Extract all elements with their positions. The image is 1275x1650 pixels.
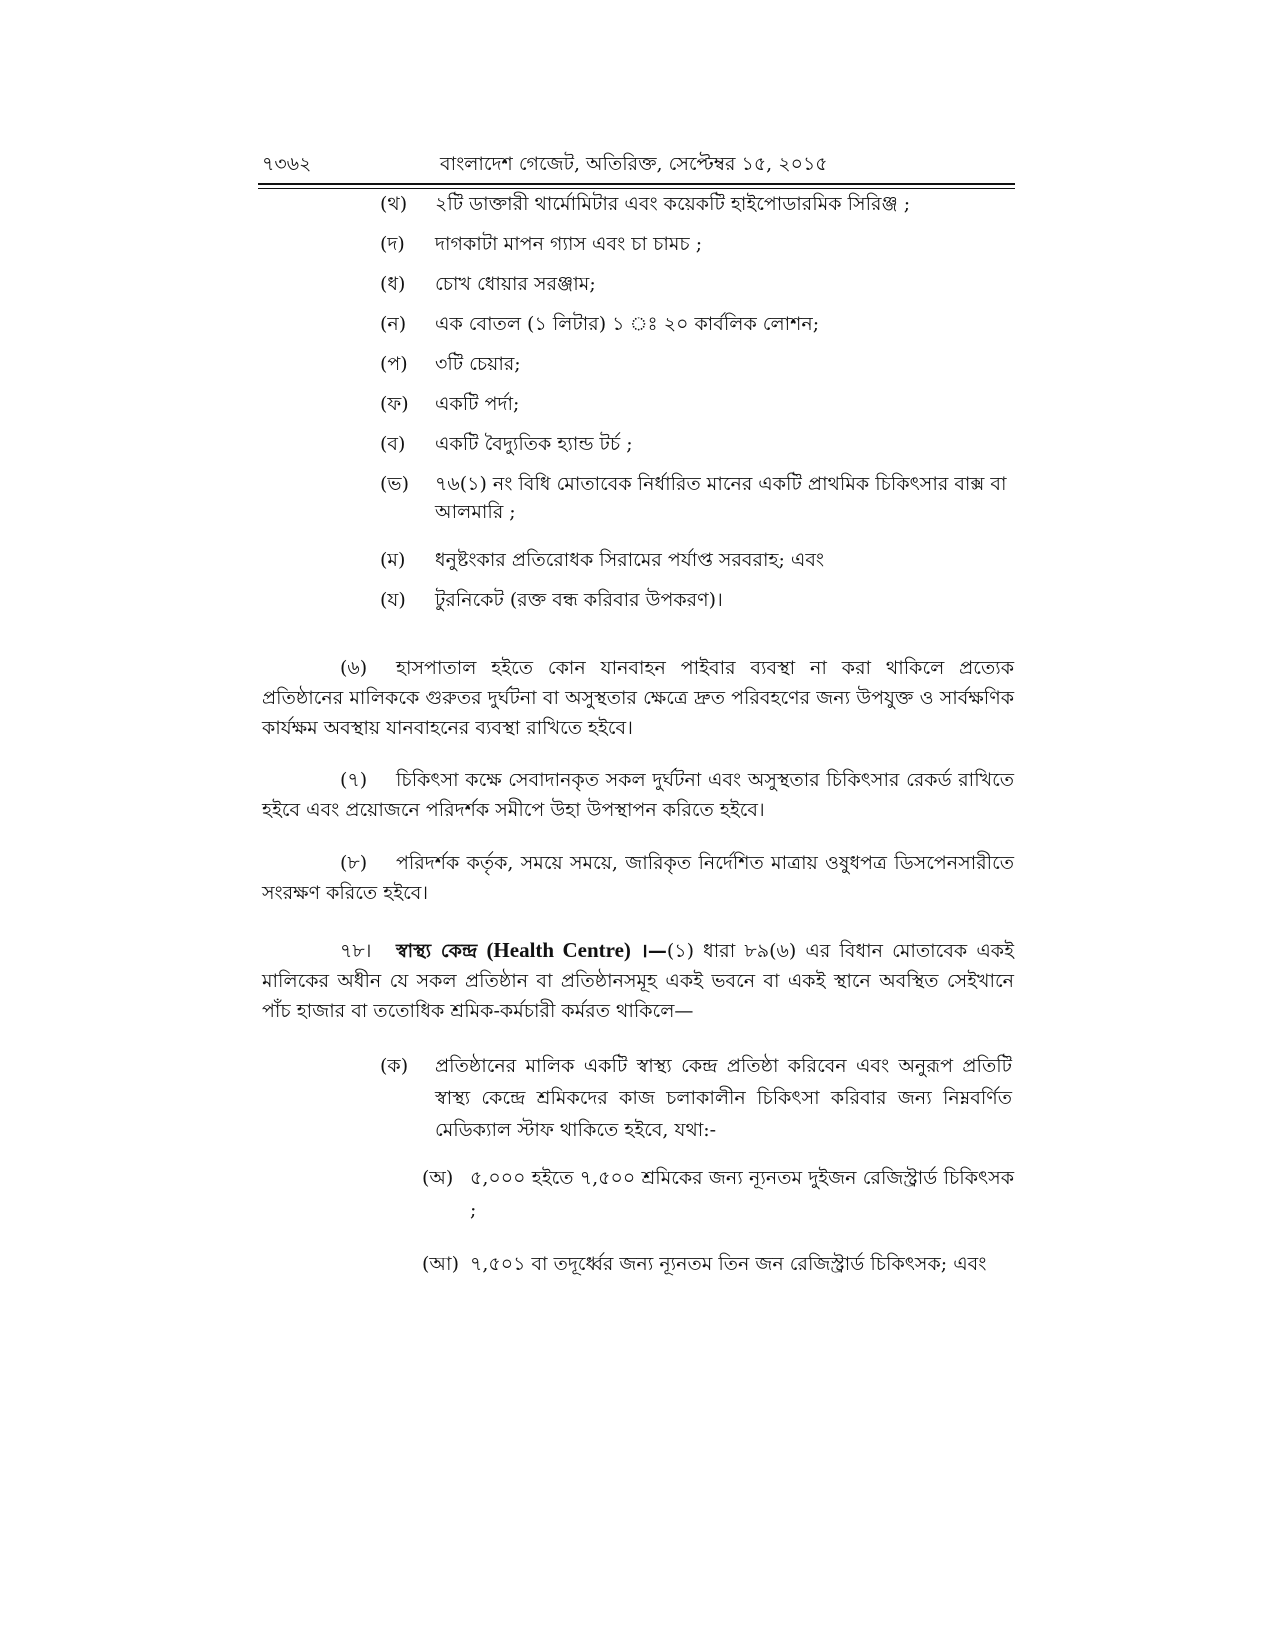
gazette-header-title: বাংলাদেশ গেজেট, অতিরিক্ত, সেপ্টেম্বর ১৫, ২০১৫ xyxy=(440,153,828,175)
clause-text: প্রতিষ্ঠানের মালিক একটি স্বাস্থ্য কেন্দ্র প্রতিষ্ঠা করিবেন এবং অনুরূপ প্রতিটি স্বাস্থ্য কেন্দ্রে শ্রমিকদের কাজ চলাকালীন চিকিৎসা করিবার জন্য নিম্নবর্ণিত মেডিক্যাল স্টাফ থাকিতে হইবে, যথা:- xyxy=(435,1055,1012,1141)
page-number: ৭৩৬২ xyxy=(262,153,312,175)
list-item-label: (দ) xyxy=(380,233,405,255)
list-item-label: (প) xyxy=(380,353,408,375)
section-title-bn: স্বাস্থ্য কেন্দ্র xyxy=(396,940,478,962)
list-item-text: ধনুষ্টংকার প্রতিরোধক সিরামের পর্যাপ্ত সরবরাহ; এবং xyxy=(435,549,825,571)
paragraph-number: (৮) xyxy=(340,852,368,874)
subclause-text: ৭,৫০১ বা তদূর্ধ্বের জন্য ন্যূনতম তিন জন রেজিস্ট্রার্ড চিকিৎসক; এবং xyxy=(470,1253,987,1275)
list-item-label: (ধ) xyxy=(380,273,406,295)
list-item-label: (ন) xyxy=(380,313,407,335)
paragraph-7 xyxy=(262,765,1014,825)
paragraph-text: চিকিৎসা কক্ষে সেবাদানকৃত সকল দুর্ঘটনা এবং অসুস্থতার চিকিৎসার রেকর্ড রাখিতে হইবে এবং প্রয়োজনে পরিদর্শক সমীপে উহা উপস্থাপন করিতে হইবে। xyxy=(262,769,1014,821)
list-item-label: (য) xyxy=(380,589,406,611)
section-text: (১) ধারা ৮৯(৬) এর বিধান মোতাবেক একই মালিকের অধীন যে সকল প্রতিষ্ঠান বা প্রতিষ্ঠানসমূহ একই ভবনে বা একই স্থানে অবস্থিত সেইখানে পাঁচ হাজার বা ততোধিক শ্রমিক-কর্মচারী কর্মরত থাকিলে— xyxy=(262,940,1014,1022)
paragraph-6 xyxy=(262,653,1014,743)
list-item-label: (ম) xyxy=(380,549,406,571)
paragraph-number: (৭) xyxy=(340,769,368,791)
list-item-label: (ফ) xyxy=(380,393,409,415)
list-item-text: ৩টি চেয়ার; xyxy=(435,353,521,375)
paragraph-text: হাসপাতাল হইতে কোন যানবাহন পাইবার ব্যবস্থা না করা থাকিলে প্রত্যেক প্রতিষ্ঠানের মালিককে গুরুতর দুর্ঘটনা বা অসুস্থতার ক্ষেত্রে দ্রুত পরিবহণের জন্য উপযুক্ত ও সার্বক্ষণিক কার্যক্ষম অবস্থায় যানবাহনের ব্যবস্থা রাখিতে হইবে। xyxy=(262,657,1014,739)
list-item-label: (ব) xyxy=(380,433,406,455)
paragraph-text: পরিদর্শক কর্তৃক, সময়ে সময়ে, জারিকৃত নির্দেশিত মাত্রায় ওষুধপত্র ডিসপেনসারীতে সংরক্ষণ করিতে হইবে। xyxy=(262,852,1014,904)
list-item-text: একটি পর্দা; xyxy=(435,393,520,415)
section-title-separator: ।— xyxy=(630,940,667,962)
section-number: ৭৮। xyxy=(340,940,372,962)
paragraph-number: (৬) xyxy=(340,657,368,679)
list-item-text: দাগকাটা মাপন গ্যাস এবং চা চামচ ; xyxy=(435,233,703,255)
subclause-text: ৫,০০০ হইতে ৭,৫০০ শ্রমিকের জন্য ন্যূনতম দুইজন রেজিস্ট্রার্ড চিকিৎসক ; xyxy=(470,1167,1014,1221)
header-rule xyxy=(258,183,1015,185)
clause-label: (ক) xyxy=(380,1055,409,1077)
list-item-text: একটি বৈদ্যুতিক হ্যান্ড টর্চ ; xyxy=(435,433,633,455)
list-item-text: চোখ ধোয়ার সরঞ্জাম; xyxy=(435,273,596,295)
list-item-label: (ভ) xyxy=(380,473,409,495)
list-item-text: ২টি ডাক্তারী থার্মোমিটার এবং কয়েকটি হাইপোডারমিক সিরিঞ্জ ; xyxy=(435,193,911,215)
list-item-text: টুরনিকেট (রক্ত বন্ধ করিবার উপকরণ)। xyxy=(435,589,723,611)
list-item-label: (থ) xyxy=(380,193,408,215)
header-rule-thin xyxy=(258,188,1015,189)
section-78 xyxy=(262,935,1014,1026)
list-item-text: ৭৬(১) নং বিধি মোতাবেক নির্ধারিত মানের একটি প্রাথমিক চিকিৎসার বাক্স বা আলমারি ; xyxy=(435,473,1007,523)
list-item-text: এক বোতল (১ লিটার) ১ ঃ ২০ কার্বলিক লোশন; xyxy=(435,313,820,335)
section-title-en: (Health Centre) xyxy=(486,938,631,962)
subclause-label: (আ) xyxy=(422,1253,459,1275)
paragraph-8 xyxy=(262,848,1014,908)
subclause-label: (অ) xyxy=(422,1167,454,1189)
